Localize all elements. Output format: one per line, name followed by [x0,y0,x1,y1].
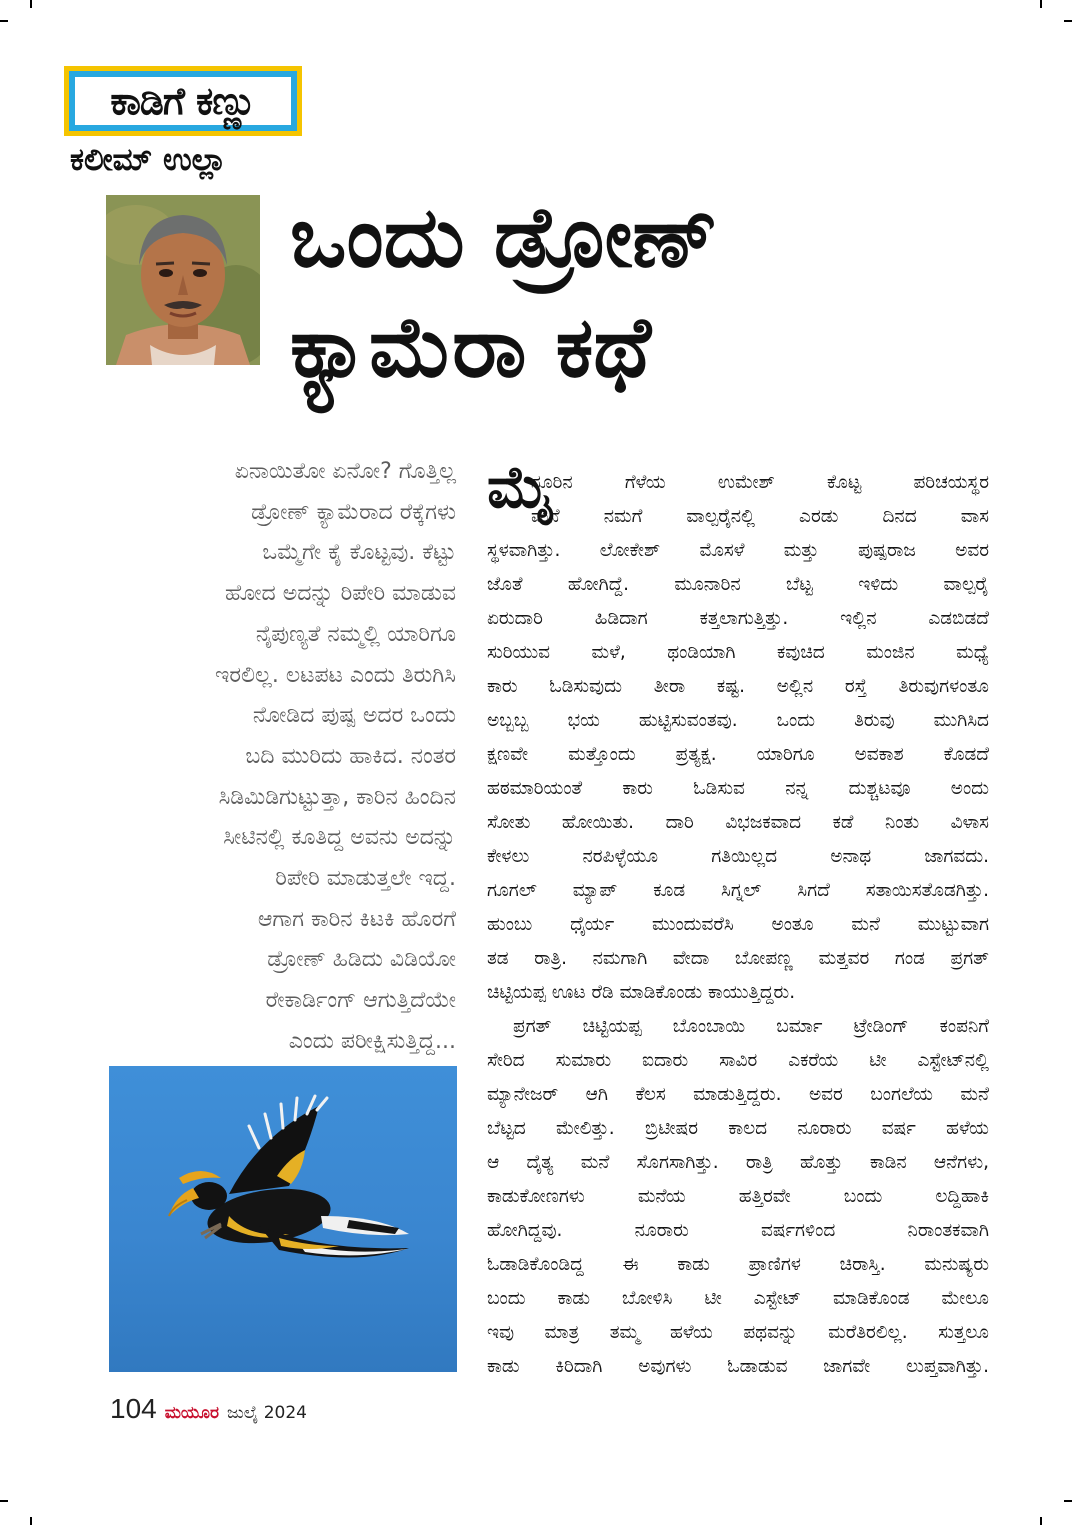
author-photo [106,195,260,365]
drop-cap: ಮೈ [487,453,555,521]
body-line: ಹಠಮಾರಿಯಂತೆ ಕಾರು ಓಡಿಸುವ ನನ್ನ ದುಶ್ಚಟವೂ ಅಂದು [487,778,989,799]
article-body [487,466,989,1384]
crop-mark [1064,20,1072,22]
pull-quote-line: ರೇಕಾರ್ಡಿಂಗ್ ಆಗುತ್ತಿದೆಯೇ [265,988,456,1014]
body-line: ಪ್ರಗತ್ ಚಿಟ್ಟಿಯಪ್ಪ ಬೊಂಬಾಯಿ ಬರ್ಮಾ ಟ್ರೇಡಿಂಗ್ ಕಂಪನಿಗೆ [513,1016,989,1037]
pull-quote-line: ಏನಾಯಿತೋ ಏನೋ? ಗೊತ್ತಿಲ್ಲ [234,459,456,484]
pull-quote-line: ಹೋದ ಅದನ್ನು ರಿಪೇರಿ ಮಾಡುವ [225,581,456,607]
hornbill-illustration [109,1066,457,1372]
body-line: ಏರುದಾರಿ ಹಿಡಿದಾಗ ಕತ್ತಲಾಗುತ್ತಿತ್ತು. ಇಲ್ಲಿನ ಎಡಬಿಡದೆ [487,608,989,629]
body-line: ಸ್ಥಳವಾಗಿತ್ತು. ಲೋಕೇಶ್ ಮೊಸಳೆ ಮತ್ತು ಪುಷ್ಪರಾಜ ಅವರ [487,540,989,561]
magazine-logo: ಮಯೂರ [164,1403,219,1423]
page-footer [110,1393,307,1425]
page-number: 104 [110,1393,157,1424]
body-line: ಬೆಟ್ಟದ ಮೇಲಿತ್ತು. ಬ್ರಿಟೀಷರ ಕಾಲದ ನೂರಾರು ವರ್ಷ ಹಳೆಯ [487,1118,989,1139]
column-badge [64,66,302,136]
article-headline [290,182,990,402]
pull-quote-line: ಡ್ರೋಣ್ ಹಿಡಿದು ವಿಡಿಯೋ [267,947,456,973]
crop-mark [0,20,8,22]
body-line: ಕ್ಷಣವೇ ಮತ್ತೊಂದು ಪ್ರತ್ಯಕ್ಷ. ಯಾರಿಗೂ ಅವಕಾಶ ಕೊಡದೆ [487,744,989,765]
body-line: ಓಡಾಡಿಕೊಂಡಿದ್ದ ಈ ಕಾಡು ಪ್ರಾಣಿಗಳ ಚಿರಾಸ್ತಿ. ಮನುಷ್ಯರು [487,1254,989,1275]
headline-line-1: ಒಂದು ಡ್ರೋಣ್ [290,188,718,286]
body-line: ಮನೆ ನಮಗೆ ವಾಲ್ಪರೈನಲ್ಲಿ ಎರಡು ದಿನದ ವಾಸ [531,506,989,527]
body-line: ಕಾರು ಓಡಿಸುವುದು ತೀರಾ ಕಷ್ಟ. ಅಲ್ಲಿನ ರಸ್ತೆ ತಿರುವುಗಳಂತೂ [487,676,989,697]
body-line: ಆ ದೈತ್ಯ ಮನೆ ಸೊಗಸಾಗಿತ್ತು. ರಾತ್ರಿ ಹೊತ್ತು ಕಾಡಿನ ಆನೆಗಳು, [487,1152,989,1173]
body-line: ಸೇರಿದ ಸುಮಾರು ಐದಾರು ಸಾವಿರ ಎಕರೆಯ ಟೀ ಎಸ್ಟೇಟ್‌ನಲ್ಲಿ [487,1050,989,1071]
pull-quote-line: ಡ್ರೋಣ್ ಕ್ಯಾಮೆರಾದ ರೆಕ್ಕೆಗಳು [251,499,456,525]
author-name: ಕಲೀಮ್ ಉಲ್ಲಾ [70,142,227,178]
pull-quote-line: ಸೀಟಿನಲ್ಲಿ ಕೂತಿದ್ದ ಅವನು ಅದನ್ನು [223,825,456,851]
body-line: ಸೂರಿನ ಗೆಳೆಯ ಉಮೇಶ್ ಕೊಟ್ಟ ಪರಿಚಯಸ್ಥರ [531,472,989,493]
crop-mark [30,1517,32,1525]
body-line: ಹುಂಬು ಧೈರ್ಯ ಮುಂದುವರೆಸಿ ಅಂತೂ ಮನೆ ಮುಟ್ಟುವಾಗ [487,914,989,935]
pull-quote-line: ಆಗಾಗ ಕಾರಿನ ಕಿಟಕಿ ಹೊರಗೆ [257,906,456,932]
body-line: ಸೋತು ಹೋಯಿತು. ದಾರಿ ವಿಭಜಕವಾದ ಕಡೆ ನಿಂತು ವಿಳಾಸ [487,812,989,833]
body-line: ಹೋಗಿದ್ದವು. ನೂರಾರು ವರ್ಷಗಳಿಂದ ನಿರಾಂತಕವಾಗಿ [487,1220,989,1241]
pull-quote-line: ಸಿಡಿಮಿಡಿಗುಟ್ಟುತ್ತಾ, ಕಾರಿನ ಹಿಂದಿನ [218,784,456,810]
pull-quote [100,452,456,1063]
crop-mark [0,1500,8,1502]
crop-mark [1040,0,1042,8]
body-line: ಇವು ಮಾತ್ರ ತಮ್ಮ ಹಳೆಯ ಪಥವನ್ನು ಮರೆತಿರಲಿಲ್ಲ. ಸುತ್ತಲೂ [487,1322,989,1343]
body-line: ಜೊತೆ ಹೋಗಿದ್ದೆ. ಮೂನಾರಿನ ಬೆಟ್ಟ ಇಳಿದು ವಾಲ್ಪರೈ [487,574,989,595]
body-line: ಬಂದು ಕಾಡು ಬೋಳಿಸಿ ಟೀ ಎಸ್ಟೇಟ್ ಮಾಡಿಕೊಂಡ ಮೇಲೂ [487,1288,989,1309]
hornbill-photo [109,1066,457,1372]
body-line: ಕಾಡು ಕಿರಿದಾಗಿ ಅವುಗಳು ಓಡಾಡುವ ಜಾಗವೇ ಲುಪ್ತವಾಗಿತ್ತು. [487,1356,989,1377]
crop-mark [1064,1500,1072,1502]
body-line: ಸುರಿಯುವ ಮಳೆ, ಥಂಡಿಯಾಗಿ ಕವುಚಿದ ಮಂಜಿನ ಮಧ್ಯೆ [487,642,989,663]
body-line: ಚಿಟ್ಟಿಯಪ್ಪ ಊಟ ರೆಡಿ ಮಾಡಿಕೊಂಡು ಕಾಯುತ್ತಿದ್ದರು. [487,982,796,1003]
body-line: ತಡ ರಾತ್ರಿ. ನಮಗಾಗಿ ವೇದಾ ಬೋಪಣ್ಣ ಮತ್ತವರ ಗಂಡ ಪ್ರಗತ್ [487,948,989,969]
body-line: ಕಾಡುಕೋಣಗಳು ಮನೆಯ ಹತ್ತಿರವೇ ಬಂದು ಲದ್ದಿಹಾಕಿ [487,1186,989,1207]
pull-quote-line: ಇರಲಿಲ್ಲ. ಲಟಪಟ ಎಂದು ತಿರುಗಿಸಿ [215,662,456,688]
body-line: ಗೂಗಲ್ ಮ್ಯಾಪ್ ಕೂಡ ಸಿಗ್ನಲ್ ಸಿಗದೆ ಸತಾಯಿಸತೊಡಗಿತ್ತು. [487,880,989,901]
pull-quote-line: ಎಂದು ಪರೀಕ್ಷಿಸುತ್ತಿದ್ದ... [288,1028,456,1054]
pull-quote-line: ರಿಪೇರಿ ಮಾಡುತ್ತಲೇ ಇದ್ದ. [275,866,456,892]
pull-quote-line: ನೈಪುಣ್ಯತೆ ನಮ್ಮಲ್ಲಿ ಯಾರಿಗೂ [255,621,456,647]
headline-line-2: ಕ್ಯಾಮೆರಾ ಕಥೆ [290,298,652,396]
pull-quote-line: ಬದಿ ಮುರಿದು ಹಾಕಿದ. ನಂತರ [245,743,456,769]
body-line: ಕೇಳಲು ನರಪಿಳ್ಳೆಯೂ ಗತಿಯಿಲ್ಲದ ಅನಾಥ ಜಾಗವದು. [487,846,989,867]
body-line: ಮ್ಯಾನೇಜರ್ ಆಗಿ ಕೆಲಸ ಮಾಡುತ್ತಿದ್ದರು. ಅವರ ಬಂಗಲೆಯ ಮನೆ [487,1084,989,1105]
pull-quote-line: ನೋಡಿದ ಪುಷ್ಪ ಅದರ ಒಂದು [252,703,456,729]
crop-mark [30,0,32,8]
issue-date: ಜುಲೈ 2024 [226,1403,307,1423]
column-name: ಕಾಡಿಗೆ ಕಣ್ಣು [69,71,297,131]
author-portrait-illustration [106,195,260,365]
crop-mark [1040,1517,1042,1525]
pull-quote-line: ಒಮ್ಮೆಗೇ ಕೈ ಕೊಟ್ಟವು. ಕೆಟ್ಟು [262,540,456,566]
body-line: ಅಬ್ಬಬ್ಬ ಭಯ ಹುಟ್ಟಿಸುವಂತವು. ಒಂದು ತಿರುವು ಮುಗಿಸಿದ [487,710,989,731]
